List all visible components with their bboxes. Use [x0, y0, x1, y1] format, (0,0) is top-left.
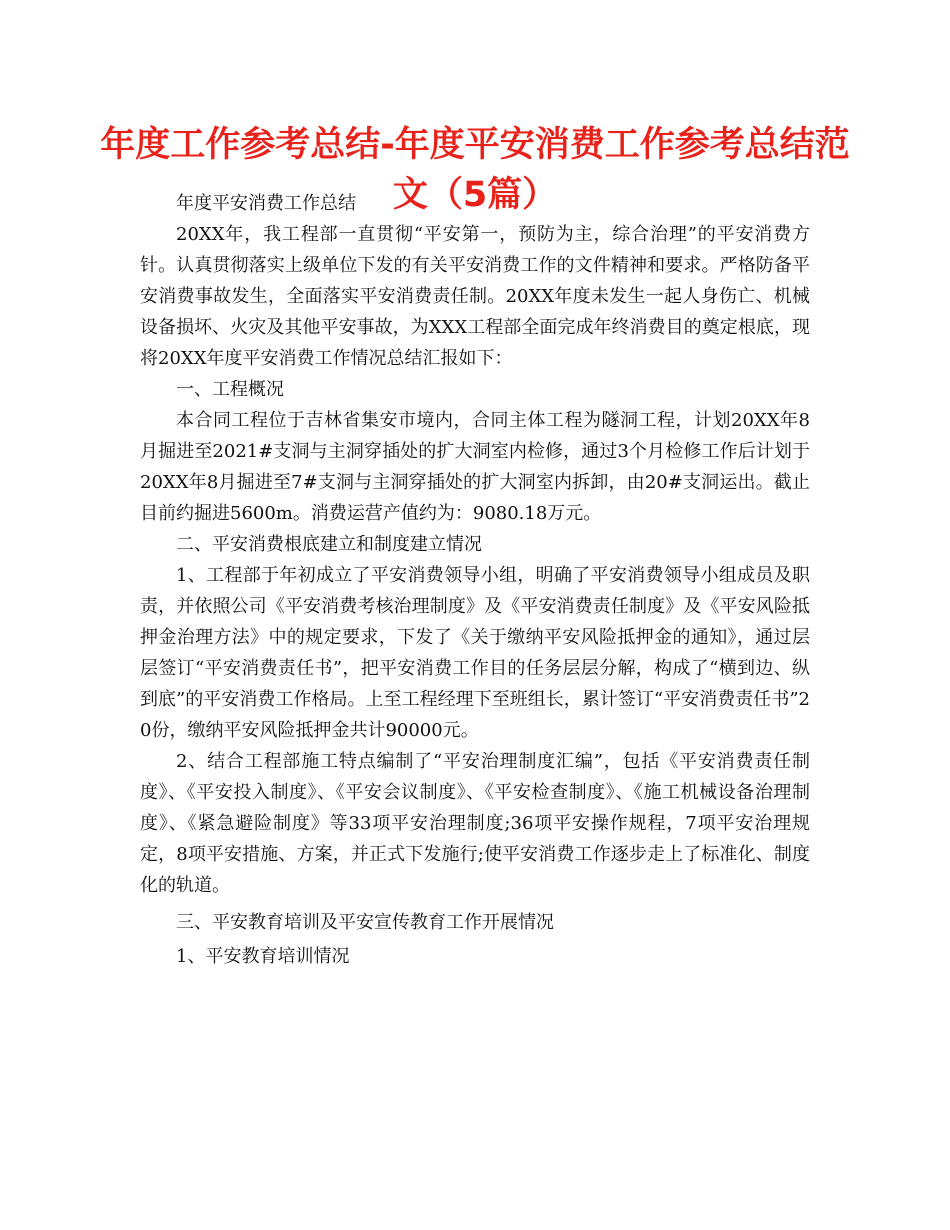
paragraph-subtitle: 年度平安消费工作总结 [176, 193, 356, 214]
section-heading-3: 三、平安教育培训及平安宣传教育工作开展情况 [176, 912, 554, 933]
paragraph-project-overview: 本合同工程位于吉林省集安市境内，合同主体工程为隧洞工程，计划20XX年8月掘进至2021#支洞与主洞穿插处的扩大洞室内检修，通过3个月检修工作后计划于20XX年8月掘进至7#支洞与主洞穿插处的扩大洞室内拆卸，由20#支洞运出。截止目前约掘进5600m。消费运营产值约为：9080.18万元。 [140, 410, 810, 524]
subsection-heading-1: 1、平安教育培训情况 [176, 946, 350, 967]
section-heading-1: 一、工程概况 [176, 379, 284, 400]
paragraph-intro: 20XX年，我工程部一直贯彻“平安第一，预防为主，综合治理”的平安消费方针。认真贯彻落实上级单位下发的有关平安消费工作的文件精神和要求。严格防备平安消费事故发生，全面落实平安消费责任制。20XX年度未发生一起人身伤亡、机械设备损坏、火灾及其他平安事故，为XXX工程部全面完成年终消费目的奠定根底，现将20XX年度平安消费工作情况总结汇报如下： [140, 224, 810, 369]
document-body [140, 188, 810, 972]
paragraph-safety-rules: 2、结合工程部施工特点编制了“平安治理制度汇编”，包括《平安消费责任制度》、《平安投入制度》、《平安会议制度》、《平安检查制度》、《施工机械设备治理制度》、《紧急避险制度》等33项平安治理制度;36项平安操作规程，7项平安治理规定，8项平安措施、方案，并正式下发施行;使平安消费工作逐步走上了标准化、制度化的轨道。 [140, 751, 810, 896]
paragraph-safety-leadership: 1、工程部于年初成立了平安消费领导小组，明确了平安消费领导小组成员及职责，并依照公司《平安消费考核治理制度》及《平安消费责任制度》及《平安风险抵押金治理方法》中的规定要求，下发了《关于缴纳平安风险抵押金的通知》，通过层层签订“平安消费责任书”，把平安消费工作目的任务层层分解，构成了“横到边、纵到底”的平安消费工作格局。上至工程经理下至班组长，累计签订“平安消费责任书”20份，缴纳平安风险抵押金共计90000元。 [140, 565, 810, 741]
section-heading-2: 二、平安消费根底建立和制度建立情况 [176, 534, 482, 555]
document-title: 年度工作参考总结-年度平安消费工作参考总结范文（5篇） [100, 125, 850, 215]
